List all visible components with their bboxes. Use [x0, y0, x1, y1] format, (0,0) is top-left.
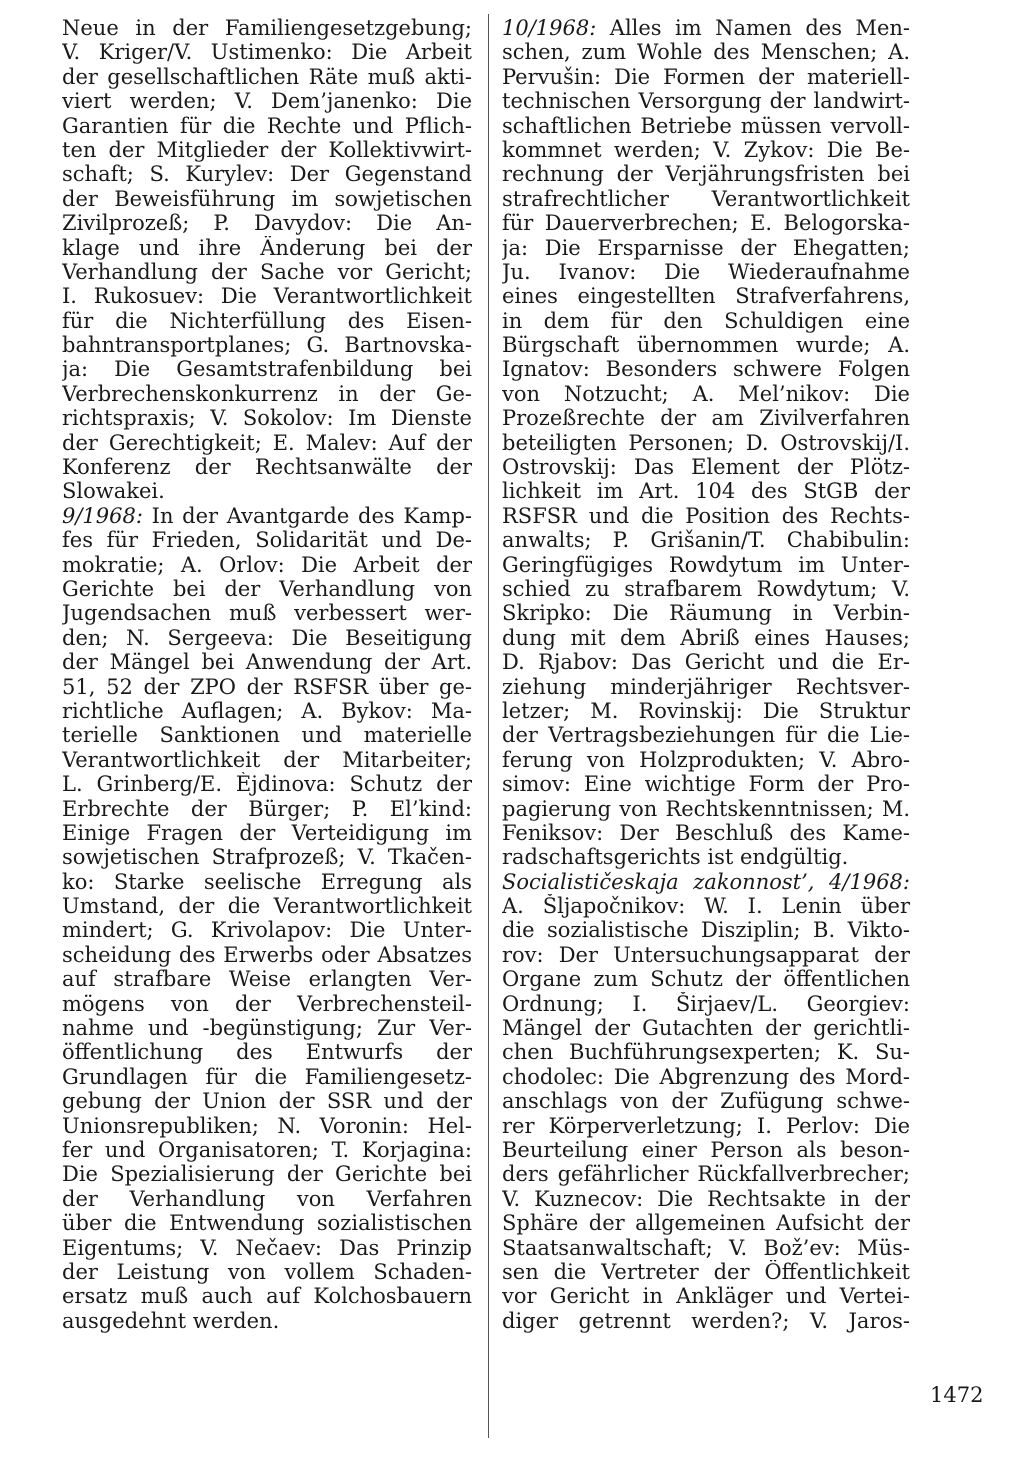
line-text: Staatsanwaltschaft; V. Bož’ev: Müs- — [502, 1235, 910, 1260]
line-text: anschlags von der Zufügung schwe- — [502, 1089, 910, 1114]
line-text: der Mängel bei Anwendung der Art. — [62, 650, 472, 675]
text-line — [62, 309, 472, 333]
text-line — [502, 16, 910, 40]
text-line — [502, 601, 910, 625]
line-text: der Leistung von vollem Schaden- — [62, 1259, 472, 1284]
line-text: mögens von der Verbrechensteil- — [62, 991, 472, 1016]
line-text: für die Nichterfüllung des Eisen- — [62, 308, 472, 333]
line-text: der Beweisführung im sowjetischen — [62, 186, 472, 211]
line-text: Slowakei. — [62, 479, 165, 504]
line-text: ausgedehnt werden. — [62, 1308, 280, 1333]
line-text: letzer; M. Rovinskij: Die Struktur — [502, 698, 910, 723]
line-text: den; N. Sergeeva: Die Beseitigung — [62, 625, 472, 650]
line-text: sowjetischen Strafprozeß; V. Tkačen- — [62, 845, 472, 870]
line-text: beteiligten Personen; D. Ostrovskij/I. — [502, 430, 910, 455]
line-text: Pervušin: Die Formen der materiell- — [502, 64, 910, 89]
issue-reference: Socialističeskaja zakonnost’, 4/1968: — [502, 869, 910, 894]
text-line — [62, 553, 472, 577]
line-text: vor Gericht in Ankläger und Vertei- — [502, 1284, 910, 1309]
text-line — [62, 797, 472, 821]
text-line — [502, 236, 910, 260]
text-line — [62, 236, 472, 260]
line-text: 51, 52 der ZPO der RSFSR über ge- — [62, 674, 472, 699]
text-line — [62, 357, 472, 381]
text-line — [502, 479, 910, 503]
issue-reference: 9/1968: — [62, 503, 143, 528]
text-line — [62, 1138, 472, 1162]
line-text: technischen Versorgung der landwirt- — [502, 89, 910, 114]
line-text: für Dauerverbrechen; E. Belogorska- — [502, 211, 910, 236]
line-text: pagierung von Rechtskenntnissen; M. — [502, 796, 910, 821]
line-text: Verhandlung der Sache vor Gericht; — [62, 259, 472, 284]
text-line — [502, 211, 910, 235]
line-text: Geringfügiges Rowdytum im Unter- — [502, 552, 910, 577]
line-text: strafrechtlicher Verantwortlichkeit — [502, 186, 910, 211]
line-text: lichkeit im Art. 104 des StGB der — [502, 479, 910, 504]
line-text: mokratie; A. Orlov: Die Arbeit der — [62, 552, 472, 577]
text-line — [502, 309, 910, 333]
line-text: Gerichte bei der Verhandlung von — [62, 576, 472, 601]
left-column — [62, 16, 472, 1333]
text-line — [502, 1260, 910, 1284]
text-line — [502, 845, 910, 869]
text-line — [62, 1016, 472, 1040]
line-text: richtspraxis; V. Sokolov: Im Dienste — [62, 406, 472, 431]
line-text: sen die Vertreter der Öffentlichkeit — [502, 1259, 910, 1284]
text-line — [62, 504, 472, 528]
text-line — [62, 333, 472, 357]
line-text: rechnung der Verjährungsfristen bei — [502, 162, 910, 187]
text-line — [62, 211, 472, 235]
line-text: Unionsrepubliken; N. Voronin: Hel- — [62, 1113, 472, 1138]
line-text: ja: Die Gesamtstrafenbildung bei — [62, 357, 472, 382]
right-column — [502, 16, 910, 1333]
line-text: ja: Die Ersparnisse der Ehegatten; — [502, 235, 910, 260]
text-line — [502, 943, 910, 967]
line-text: gebung der Union der SSR und der — [62, 1089, 472, 1114]
line-text: richtliche Auflagen; A. Bykov: Ma- — [62, 698, 472, 723]
text-line — [502, 772, 910, 796]
text-line — [502, 870, 910, 894]
line-text: Die Spezialisierung der Gerichte bei — [62, 1162, 472, 1187]
text-line — [62, 918, 472, 942]
line-text: simov: Eine wichtige Form der Pro- — [502, 772, 910, 797]
text-line — [62, 431, 472, 455]
text-line — [502, 162, 910, 186]
text-line — [502, 1187, 910, 1211]
line-text: nahme und -begünstigung; Zur Ver- — [62, 1016, 472, 1041]
text-line — [502, 1065, 910, 1089]
text-line — [62, 992, 472, 1016]
text-line — [502, 650, 910, 674]
line-text: V. Kuznecov: Die Rechtsakte in der — [502, 1186, 910, 1211]
line-text: Feniksov: Der Beschluß des Kame- — [502, 820, 910, 845]
text-line — [62, 65, 472, 89]
text-line — [62, 187, 472, 211]
line-text: Grundlagen für die Familiengesetz- — [62, 1064, 472, 1089]
line-text: Prozeßrechte der am Zivilverfahren — [502, 406, 910, 431]
line-text: klage und ihre Änderung bei der — [62, 235, 472, 260]
text-line — [502, 382, 910, 406]
line-text: Zivilprozeß; P. Davydov: Die An- — [62, 211, 472, 236]
line-text: Jugendsachen muß verbessert wer- — [62, 601, 472, 626]
line-text: öffentlichung des Entwurfs der — [62, 1040, 472, 1065]
text-line — [62, 1309, 472, 1333]
text-line — [502, 1236, 910, 1260]
text-line — [502, 406, 910, 430]
text-line — [502, 357, 910, 381]
line-text: bahntransportplanes; G. Bartnovska- — [62, 333, 472, 358]
text-line — [62, 138, 472, 162]
line-text: anwalts; P. Grišanin/T. Chabibulin: — [502, 528, 910, 553]
column-divider — [488, 14, 489, 1438]
text-line — [62, 406, 472, 430]
text-line — [502, 699, 910, 723]
text-line — [502, 1040, 910, 1064]
text-line — [62, 1089, 472, 1113]
text-line — [62, 528, 472, 552]
line-text: rov: Der Untersuchungsapparat der — [502, 942, 910, 967]
line-text: Organe zum Schutz der öffentlichen — [502, 967, 910, 992]
line-text: der Gerechtigkeit; E. Malev: Auf der — [62, 430, 472, 455]
line-text: schaftlichen Betriebe müssen vervoll- — [502, 113, 910, 138]
text-line — [62, 748, 472, 772]
text-line — [502, 577, 910, 601]
text-line — [62, 577, 472, 601]
text-line — [62, 89, 472, 113]
line-text: terielle Sanktionen und materielle — [62, 723, 472, 748]
line-text: A. Šljapočnikov: W. I. Lenin über — [502, 894, 910, 919]
line-text: chen Buchführungsexperten; K. Su- — [502, 1040, 910, 1065]
text-line — [62, 162, 472, 186]
line-text: V. Kriger/V. Ustimenko: Die Arbeit — [62, 40, 472, 65]
text-line — [62, 870, 472, 894]
text-line — [62, 601, 472, 625]
line-text: Eigentums; V. Nečaev: Das Prinzip — [62, 1235, 472, 1260]
line-text: viert werden; V. Dem’janenko: Die — [62, 89, 472, 114]
line-text: schaft; S. Kurylev: Der Gegenstand — [62, 162, 472, 187]
line-text: mindert; G. Krivolapov: Die Unter- — [62, 918, 472, 943]
text-line — [502, 918, 910, 942]
line-text: ko: Starke seelische Erregung als — [62, 869, 472, 894]
text-line — [62, 675, 472, 699]
line-text: Verantwortlichkeit der Mitarbeiter; — [62, 747, 472, 772]
line-text: RSFSR und die Position des Rechts- — [502, 503, 910, 528]
line-text: Neue in der Familiengesetzgebung; — [62, 16, 472, 40]
line-text: dung mit dem Abriß eines Hauses; — [502, 625, 910, 650]
text-line — [502, 1162, 910, 1186]
text-line — [62, 845, 472, 869]
text-line — [62, 1211, 472, 1235]
text-line — [62, 723, 472, 747]
text-line — [502, 333, 910, 357]
text-line — [62, 479, 472, 503]
line-text: Ordnung; I. Širjaev/L. Georgiev: — [502, 991, 910, 1016]
text-line — [62, 40, 472, 64]
text-line — [62, 455, 472, 479]
line-text: ersatz muß auch auf Kolchosbauern — [62, 1284, 472, 1309]
line-text: D. Rjabov: Das Gericht und die Er- — [502, 650, 910, 675]
line-text: rer Körperverletzung; I. Perlov: Die — [502, 1113, 910, 1138]
line-text: I. Rukosuev: Die Verantwortlichkeit — [62, 284, 472, 309]
line-text: diger getrennt werden?; V. Jaros- — [502, 1308, 910, 1333]
line-text: der Verhandlung von Verfahren — [62, 1186, 472, 1211]
line-text: fes für Frieden, Solidarität und De- — [62, 528, 472, 553]
text-line — [502, 138, 910, 162]
line-text: Garantien für die Rechte und Pflich- — [62, 113, 472, 138]
line-text: Bürgschaft übernommen wurde; A. — [502, 333, 910, 358]
text-line — [502, 992, 910, 1016]
text-line — [502, 65, 910, 89]
text-line — [62, 772, 472, 796]
text-line — [502, 504, 910, 528]
text-line — [62, 650, 472, 674]
text-line — [502, 431, 910, 455]
text-line — [502, 626, 910, 650]
line-text: ziehung minderjähriger Rechtsver- — [502, 674, 910, 699]
line-text: kommnet werden; V. Zykov: Die Be- — [502, 137, 910, 162]
text-line — [502, 1211, 910, 1235]
text-line — [62, 821, 472, 845]
text-line — [62, 1162, 472, 1186]
text-line — [502, 89, 910, 113]
line-text: radschaftsgerichts ist endgültig. — [502, 845, 849, 870]
text-line — [502, 553, 910, 577]
text-line — [62, 1065, 472, 1089]
text-line — [62, 16, 472, 40]
line-text: auf strafbare Weise erlangten Ver- — [62, 967, 472, 992]
line-text: Einige Fragen der Verteidigung im — [62, 820, 472, 845]
line-text: Erbrechte der Bürger; P. El’kind: — [62, 796, 472, 821]
text-line — [62, 1260, 472, 1284]
text-line — [502, 797, 910, 821]
text-line — [62, 1284, 472, 1308]
line-text: der Vertragsbeziehungen für die Lie- — [502, 723, 910, 748]
line-text: Ju. Ivanov: Die Wiederaufnahme — [502, 259, 910, 284]
text-line — [502, 187, 910, 211]
text-line — [502, 40, 910, 64]
page-number: 1472 — [930, 1383, 984, 1407]
line-text: Konferenz der Rechtsanwälte der — [62, 455, 472, 480]
text-line — [62, 260, 472, 284]
line-text: in dem für den Schuldigen eine — [502, 308, 910, 333]
text-line — [62, 967, 472, 991]
line-text: chodolec: Die Abgrenzung des Mord- — [502, 1064, 910, 1089]
line-text: Ignatov: Besonders schwere Folgen — [502, 357, 910, 382]
text-line — [62, 114, 472, 138]
line-text: Skripko: Die Räumung in Verbin- — [502, 601, 910, 626]
text-line — [62, 382, 472, 406]
line-text: Beurteilung einer Person als beson- — [502, 1137, 910, 1162]
line-text: ferung von Holzprodukten; V. Abro- — [502, 747, 910, 772]
text-line — [502, 1016, 910, 1040]
text-line — [502, 1089, 910, 1113]
line-text: Alles im Namen des Men- — [596, 16, 910, 40]
line-text: Umstand, der die Verantwortlichkeit — [62, 894, 472, 919]
line-text: In der Avantgarde des Kamp- — [142, 503, 472, 528]
line-text: Verbrechenskonkurrenz in der Ge- — [62, 381, 472, 406]
text-line — [502, 894, 910, 918]
line-text: eines eingestellten Strafverfahrens, — [502, 284, 910, 309]
text-line — [62, 894, 472, 918]
line-text: scheidung des Erwerbs oder Absatzes — [62, 942, 472, 967]
text-line — [502, 528, 910, 552]
text-line — [502, 1138, 910, 1162]
text-line — [502, 1309, 910, 1333]
text-line — [62, 699, 472, 723]
line-text: Sphäre der allgemeinen Aufsicht der — [502, 1211, 910, 1236]
text-line — [62, 1040, 472, 1064]
text-line — [502, 260, 910, 284]
text-line — [502, 967, 910, 991]
text-line — [502, 675, 910, 699]
issue-reference: 10/1968: — [502, 16, 597, 40]
text-line — [502, 284, 910, 308]
text-line — [502, 1114, 910, 1138]
line-text: L. Grinberg/E. Èjdinova: Schutz der — [62, 772, 472, 797]
text-line — [62, 943, 472, 967]
line-text: fer und Organisatoren; T. Korjagina: — [62, 1137, 472, 1162]
text-line — [62, 1187, 472, 1211]
text-line — [502, 1284, 910, 1308]
text-line — [502, 455, 910, 479]
line-text: ders gefährlicher Rückfallverbrecher; — [502, 1162, 910, 1187]
text-line — [502, 821, 910, 845]
line-text: ten der Mitglieder der Kollektivwirt- — [62, 137, 472, 162]
text-line — [502, 114, 910, 138]
text-line — [62, 284, 472, 308]
line-text: über die Entwendung sozialistischen — [62, 1211, 472, 1236]
text-line — [502, 748, 910, 772]
text-line — [62, 626, 472, 650]
line-text: Ostrovskij: Das Element der Plötz- — [502, 455, 910, 480]
line-text: der gesellschaftlichen Räte muß akti- — [62, 64, 472, 89]
line-text: schen, zum Wohle des Menschen; A. — [502, 40, 910, 65]
text-line — [502, 723, 910, 747]
text-line — [62, 1114, 472, 1138]
line-text: die sozialistische Disziplin; B. Vikto- — [502, 918, 910, 943]
text-line — [62, 1236, 472, 1260]
line-text: von Notzucht; A. Mel’nikov: Die — [502, 381, 910, 406]
line-text: schied zu strafbarem Rowdytum; V. — [502, 576, 910, 601]
line-text: Mängel der Gutachten der gerichtli- — [502, 1016, 910, 1041]
